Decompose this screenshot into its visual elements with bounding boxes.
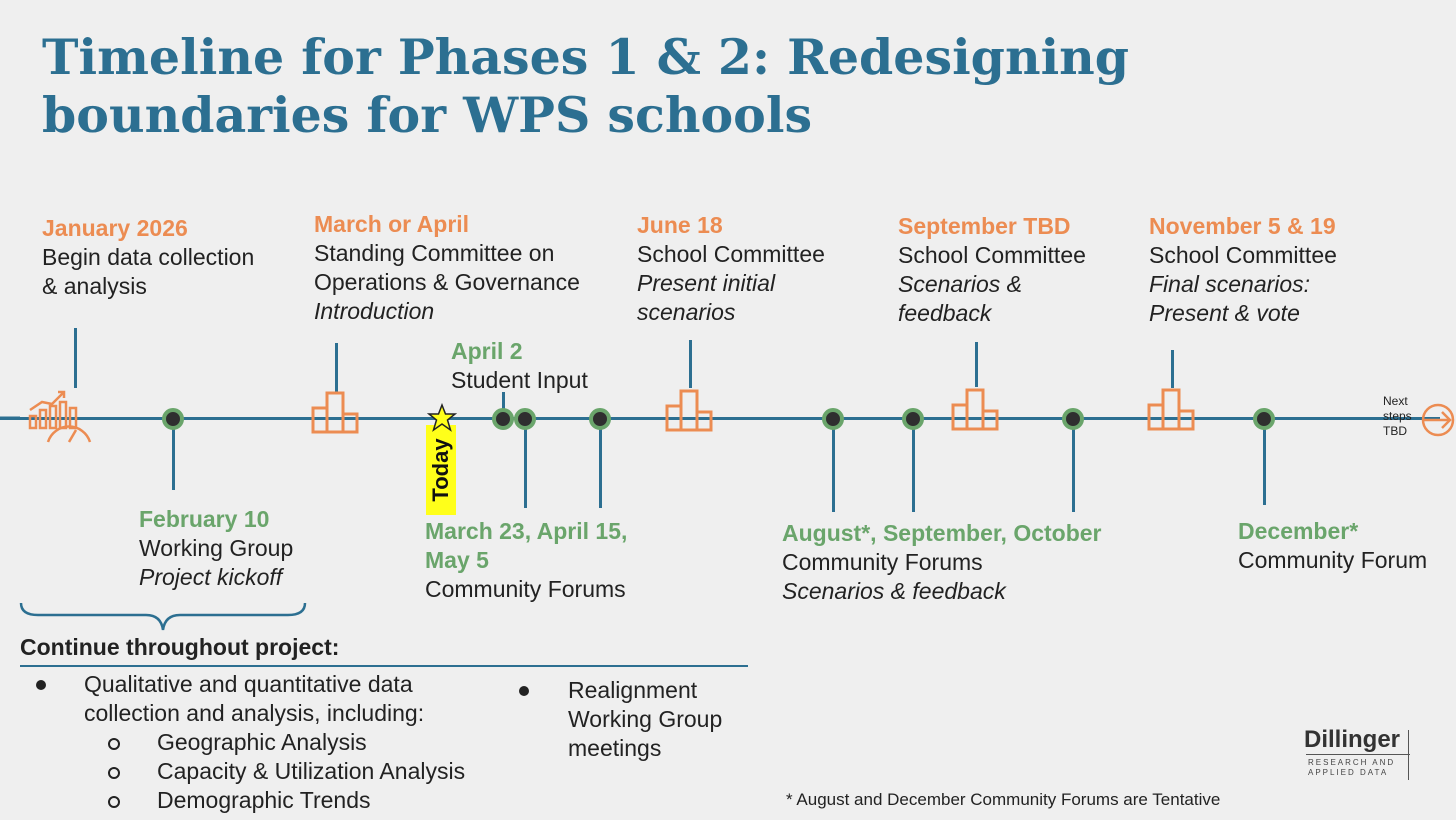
- timeline-axis: [0, 417, 1440, 420]
- continue-heading: Continue throughout project:: [20, 634, 340, 660]
- connector-jan: [74, 328, 77, 388]
- committee-icon: [1147, 387, 1197, 432]
- event-fall-forums: August*, September, October Community Forums Scenarios & feedback: [782, 520, 1102, 604]
- milestone-dot-sep: [902, 408, 924, 430]
- bullet: [519, 686, 529, 696]
- continue-item-2: Realignment Working Group meetings: [568, 677, 723, 761]
- event-march-april: March or April Standing Committee on Operations & Governance Introduction: [314, 211, 580, 324]
- continue-item-1: Qualitative and quantitative data collection and analysis, including:: [84, 671, 425, 726]
- page-title: Timeline for Phases 1 & 2: Redesigning boundaries for WPS schools: [42, 28, 1130, 144]
- sub-bullet: [108, 796, 120, 808]
- connector-aug: [832, 420, 835, 512]
- connector-jun18: [689, 340, 692, 388]
- sub-bullet: [108, 767, 120, 779]
- connector-forums-1b: [599, 420, 602, 508]
- event-april-2: April 2 Student Input: [451, 338, 588, 393]
- span-brace: [18, 600, 310, 636]
- committee-icon: [665, 388, 715, 433]
- star-icon: [427, 403, 457, 433]
- event-february-10: February 10 Working Group Project kickoff: [139, 506, 294, 590]
- milestone-dot-dec: [1253, 408, 1275, 430]
- event-spring-forums: March 23, April 15, May 5 Community Forums: [425, 518, 628, 602]
- connector-sep: [975, 342, 978, 387]
- event-january: January 2026 Begin data collection & analysis: [42, 215, 255, 299]
- company-logo: Dillinger RESEARCH AND APPLIED DATA: [1300, 726, 1420, 782]
- today-marker: [426, 425, 456, 515]
- today-label: Today: [428, 438, 453, 502]
- data-analysis-icon: [0, 380, 100, 450]
- connector-dec: [1263, 420, 1266, 505]
- divider: [20, 665, 748, 667]
- event-september: September TBD School Committee Scenarios & feedback: [898, 213, 1086, 326]
- sub-item: Capacity & Utilization Analysis: [157, 758, 466, 784]
- sub-item: Geographic Analysis: [157, 729, 367, 755]
- milestone-dot-mar23: [514, 408, 536, 430]
- footnote: * August and December Community Forums are Tentative: [786, 790, 1221, 809]
- event-november: November 5 & 19 School Committee Final scenarios: Present & vote: [1149, 213, 1337, 326]
- sub-bullet: [108, 738, 120, 750]
- milestone-dot-aug: [822, 408, 844, 430]
- milestone-dot-apr2: [492, 408, 514, 430]
- milestone-dot-may5: [589, 408, 611, 430]
- milestone-dot-feb: [162, 408, 184, 430]
- event-december: December* Community Forum: [1238, 518, 1428, 573]
- next-arrow-icon: [1420, 402, 1456, 438]
- event-june-18: June 18 School Committee Present initial scenarios: [637, 212, 825, 325]
- next-steps-label: Next steps TBD: [1383, 394, 1412, 438]
- connector-forums-1a: [524, 420, 527, 508]
- milestone-dot-oct: [1062, 408, 1084, 430]
- sub-item: Demographic Trends: [157, 787, 371, 813]
- committee-icon: [951, 387, 1001, 432]
- committee-icon: [311, 390, 361, 435]
- connector-feb: [172, 420, 175, 490]
- bullet: [36, 680, 46, 690]
- connector-sep-forum: [912, 420, 915, 512]
- connector-oct-forum: [1072, 420, 1075, 512]
- connector-mar-apr: [335, 343, 338, 393]
- connector-nov: [1171, 350, 1174, 388]
